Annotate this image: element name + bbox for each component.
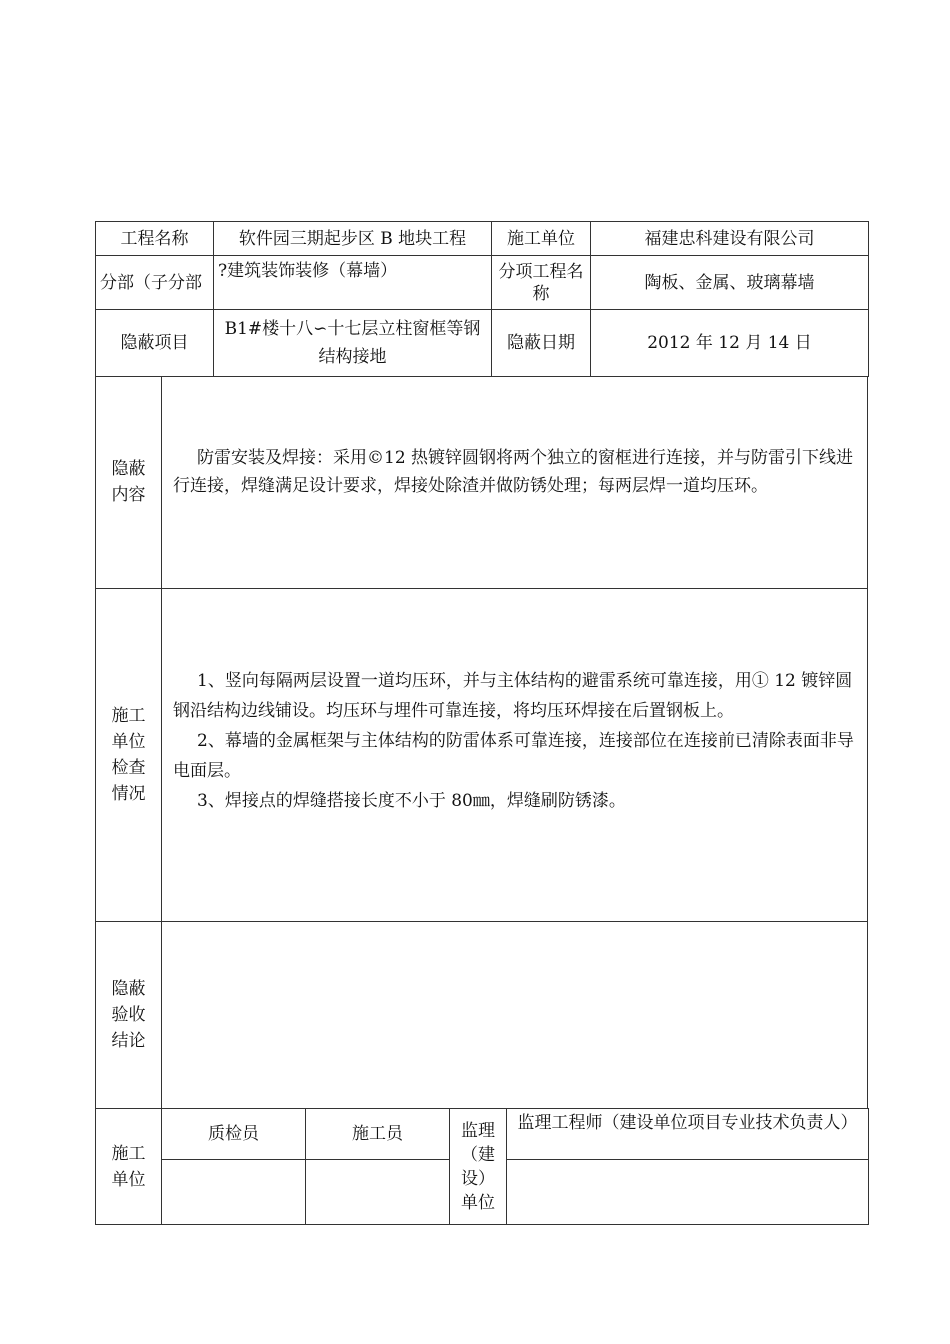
concealed-item-value: B1#楼十八∽十七层立柱窗框等钢结构接地 xyxy=(214,310,492,377)
project-name-value: 软件园三期起步区 B 地块工程 xyxy=(214,222,492,256)
division-label: 分部（子分部 xyxy=(96,256,214,310)
concealed-content-label: 隐蔽内容 xyxy=(96,376,162,588)
concealed-item-label: 隐蔽项目 xyxy=(96,310,214,377)
subitem-label: 分项工程名称 xyxy=(492,256,591,310)
sign-supervisor-label: 监理（建设）单位 xyxy=(450,1109,507,1225)
inspection-item-3: 3、焊接点的焊缝搭接长度不小于 80㎜，焊缝刷防锈漆。 xyxy=(197,791,626,811)
inspection-body xyxy=(162,589,867,921)
signature-table xyxy=(95,1108,869,1225)
inspection-label: 施工单位检查情况 xyxy=(96,589,162,921)
conclusion-label: 隐蔽验收结论 xyxy=(96,922,162,1108)
sign-engineer-label: 监理工程师（建设单位项目专业技术负责人） xyxy=(507,1109,869,1160)
inspection-item-1: 1、竖向每隔两层设置一道均压环，并与主体结构的避雷系统可靠连接，用① 12 镀锌圆钢沿结构边线铺设。均压环与埋件可靠连接，将均压环焊接在后置钢板上。 xyxy=(173,671,853,721)
concealed-date-value: 2012 年 12 月 14 日 xyxy=(591,310,869,377)
concealed-date-label: 隐蔽日期 xyxy=(492,310,591,377)
sign-engineer-box xyxy=(507,1160,869,1225)
inspection-item-2: 2、幕墙的金属框架与主体结构的防雷体系可靠连接，连接部位在连接前已清除表面非导电面层。 xyxy=(173,731,854,781)
conclusion-section xyxy=(95,922,868,1109)
sign-contractor-label: 施工单位 xyxy=(96,1109,162,1225)
concealed-content-section xyxy=(95,376,868,589)
concealed-content-body xyxy=(162,376,867,588)
subitem-value: 陶板、金属、玻璃幕墙 xyxy=(591,256,869,310)
header-table xyxy=(95,221,869,377)
division-value: ?建筑装饰装修（幕墙） xyxy=(214,256,492,310)
sign-inspector-label: 质检员 xyxy=(162,1109,306,1160)
project-name-label: 工程名称 xyxy=(96,222,214,256)
sign-constructor-label: 施工员 xyxy=(306,1109,450,1160)
contractor-value: 福建忠科建设有限公司 xyxy=(591,222,869,256)
sign-inspector-box xyxy=(162,1160,306,1225)
sign-constructor-box xyxy=(306,1160,450,1225)
inspection-section xyxy=(95,589,868,922)
contractor-label: 施工单位 xyxy=(492,222,591,256)
conclusion-body xyxy=(162,922,867,1108)
concealed-content-text: 防雷安装及焊接：采用©12 热镀锌圆钢将两个独立的窗框进行连接，并与防雷引下线进行连接，焊缝满足设计要求，焊接处除渣并做防锈处理；每两层焊一道均压环。 xyxy=(173,448,854,496)
